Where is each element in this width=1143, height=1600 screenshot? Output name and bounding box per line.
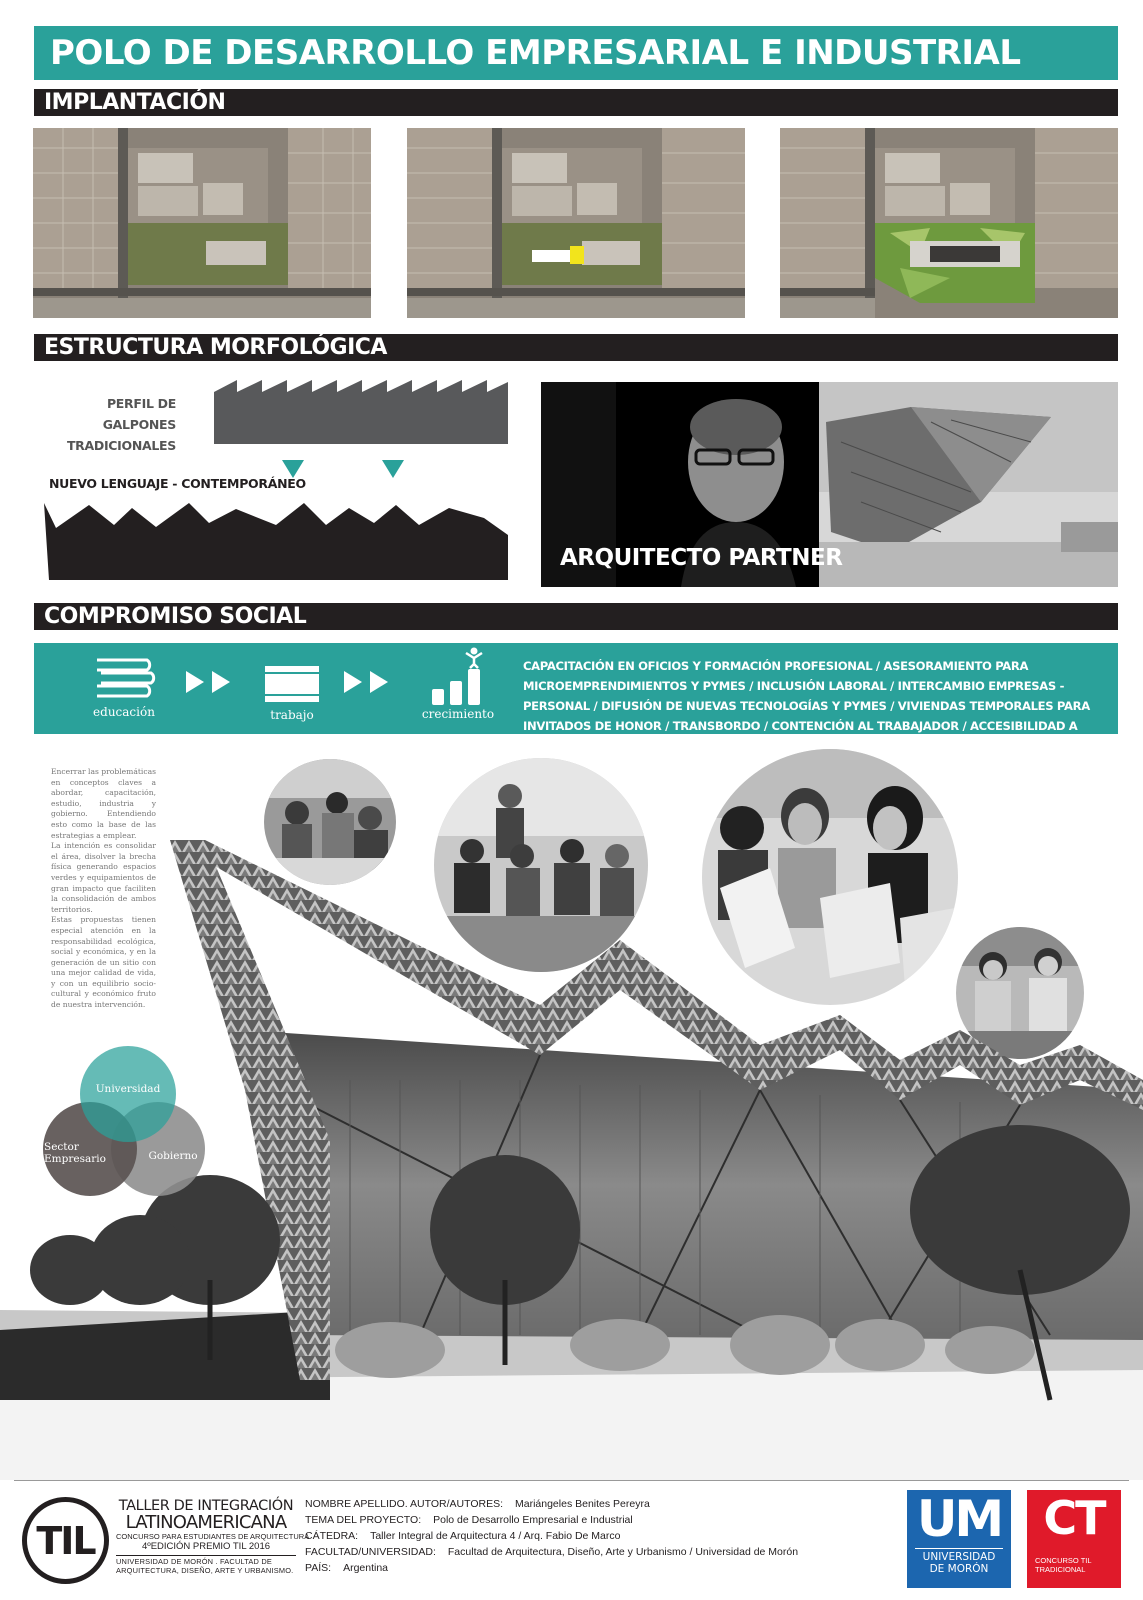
til-logo (22, 1497, 109, 1584)
um-logo-line1: UNIVERSIDAD (915, 1548, 1003, 1563)
org-line3: CONCURSO PARA ESTUDIANTES DE ARQUITECTURA (116, 1532, 310, 1541)
social-commitment-text: CAPACITACIÓN EN OFICIOS Y FORMACIÓN PROFESIONAL / ASESORAMIENTO PARA MICROEMPRENDIMIENTOS Y PYMES / INCLUSIÓN LABORAL / INTERCAMBIO EMPRESAS - PERSONAL / DIFUSIÓN DE NUEVAS TECNOLOGÍAS Y PYMES / VIVIENDAS TEMPORALES PARA INVITADOS DE HONOR / TRANSBORDO / CONTENCIÓN AL TRABAJADOR / ACCESIBILIDAD A EMPLEOS (523, 659, 1090, 753)
double-arrow-icon (344, 671, 400, 693)
um-logo-line2: DE MORÓN (929, 1563, 989, 1575)
ct-logo-line2: TRADICIONAL (1035, 1565, 1086, 1574)
org-line1: TALLER DE INTEGRACIÓN (118, 1498, 294, 1514)
til-organization (116, 1498, 310, 1575)
double-arrow-icon (186, 671, 242, 693)
credit-row (305, 1512, 798, 1528)
page-title: POLO DE DESARROLLO EMPRESARIAL E INDUSTRIAL (34, 26, 1118, 80)
section-header-estructura: ESTRUCTURA MORFOLÓGICA (34, 334, 1118, 361)
aerial-map-3 (780, 128, 1118, 318)
growth-label: crecimiento (421, 707, 495, 721)
partner-title: ARQUITECTO PARTNER (560, 545, 843, 571)
credit-key: NOMBRE APELLIDO. AUTOR/AUTORES: (305, 1498, 503, 1510)
intro-paragraph: Encerrar las problemáticas en conceptos claves a abordar, capacitación, estudio, industria y gobierno. Entendiendo esto como la base de las estrategias a emplear. La intención es consolidar el área, disolver la brecha física generando espacios verdes y equipamientos de gran impacto que faciliten la consolidación de ambos territorios. Estas propuestas tienen especial atención en la responsabilidad ecológica, social y económica, y en la generación de un sitio con una mejor calidad de vida, y con un equilibrio socio-cultural y económico fruto de nuestra intervención. (51, 767, 157, 1010)
venn-label-line: Sector (44, 1141, 79, 1153)
contemporary-zigzag-profile (44, 503, 508, 580)
universidad-moron-logo (907, 1490, 1011, 1588)
org-line4: 4ºEDICIÓN PREMIO TIL 2016 (116, 1541, 296, 1556)
venn-label-gobierno: Gobierno (148, 1150, 198, 1162)
concurso-til-logo (1027, 1490, 1121, 1588)
credit-value: Facultad de Arquitectura, Diseño, Arte y Urbanismo / Universidad de Morón (447, 1546, 799, 1558)
til-logo-text: TIL (36, 1518, 95, 1563)
credit-key: TEMA DEL PROYECTO: (305, 1514, 422, 1526)
traditional-profile-label (40, 393, 176, 456)
footer-divider (14, 1480, 1129, 1481)
credit-value: Mariángeles Benites Pereyra (515, 1498, 650, 1510)
venn-label-line: Empresario (44, 1153, 106, 1165)
education-label: educación (93, 705, 155, 719)
books-icon (93, 656, 157, 702)
org-line2: LATINOAMERICANA (125, 1512, 287, 1533)
aerial-map-1 (33, 128, 371, 318)
traditional-sawtooth-profile (214, 380, 508, 444)
ct-logo-big: CT (1043, 1491, 1105, 1545)
growth-bars-icon (428, 647, 488, 705)
credit-value: Polo de Desarrollo Empresarial e Industrial (433, 1514, 633, 1526)
traditional-label-line1: PERFIL DE GALPONES (102, 396, 176, 432)
credits-block (305, 1496, 798, 1576)
credit-value: Argentina (343, 1562, 389, 1574)
credit-value: Taller Integral de Arquitectura 4 / Arq. Fabio De Marco (370, 1530, 621, 1542)
credit-row (305, 1528, 798, 1544)
traditional-label-line2: TRADICIONALES (66, 438, 176, 453)
venn-label-universidad: Universidad (95, 1083, 161, 1095)
credit-row (305, 1496, 798, 1512)
panel-icon (264, 665, 320, 703)
aerial-map-2 (407, 128, 745, 318)
down-arrow-icon (382, 460, 404, 478)
ct-logo-line1: CONCURSO TIL (1035, 1556, 1092, 1565)
work-label: trabajo (270, 708, 314, 722)
venn-diagram (40, 1044, 215, 1199)
credit-row (305, 1560, 798, 1576)
venn-label-sector-empresario (44, 1141, 104, 1165)
um-logo-big: UM (916, 1490, 1002, 1548)
org-line5: UNIVERSIDAD DE MORÓN . FACULTAD DE ARQUITECTURA, DISEÑO, ARTE Y URBANISMO. (116, 1557, 294, 1575)
credit-key: PAÍS: (305, 1562, 332, 1574)
credit-key: FACULTAD/UNIVERSIDAD: (305, 1546, 436, 1558)
credit-row (305, 1544, 798, 1560)
section-header-implantacion: IMPLANTACIÓN (34, 89, 1118, 116)
contemporary-label: NUEVO LENGUAJE - CONTEMPORÁNEO (49, 476, 306, 491)
credit-key: CÁTEDRA: (305, 1530, 359, 1542)
section-header-compromiso: COMPROMISO SOCIAL (34, 603, 1118, 630)
